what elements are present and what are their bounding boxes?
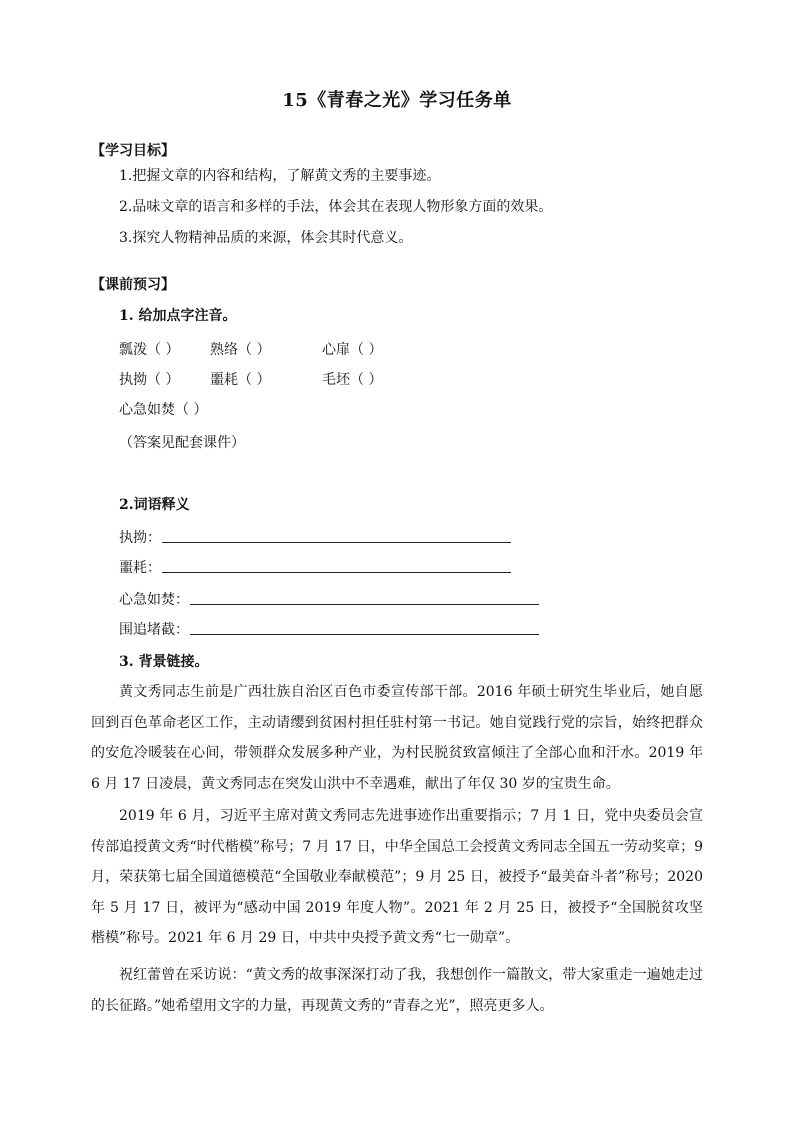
background-paragraph-2: 2019 年 6 月，习近平主席对黄文秀同志先进事迹作出重要指示；7 月 1 日，党中央委员会宣传部追授黄文秀“时代楷模”称号；7 月 17 日，中华全国总工会授黄文秀同志全国五一劳动奖章；9 月，荣获第七届全国道德模范“全国敬业奉献模范”；9 月 25 日，被授予“最美奋斗者”称号；2020 年 5 月 17 日，被评为“感动中国 2019 年度人物”。2021 年 2 月 25 日，被授予“全国脱贫攻坚楷模”称号。2021 年 6 月 29 日，中共中央授予黄文秀“七一勋章”。 [91,808,703,946]
q2-title: 2.词语释义 [119,497,190,513]
goals-heading: 【学习目标】 [91,143,175,159]
term-label-ehao: 噩耗： [119,560,161,576]
term-label-zhiniu: 执拗： [119,530,161,546]
pinyin-item-zhiniu: 执拗（ ） [119,372,180,388]
term-label-xinjirufen: 心急如焚： [119,592,189,608]
pinyin-item-xinfei: 心扉（ ） [322,342,383,358]
pinyin-item-maopi: 毛坯（ ） [322,372,383,388]
page-title: 15《青春之光》学习任务单 [282,90,512,111]
goal-item-1: 1.把握文章的内容和结构，了解黄文秀的主要事迹。 [119,168,441,184]
goal-item-2: 2.品味文章的语言和多样的手法，体会其在表现人物形象方面的效果。 [119,199,553,215]
q1-title: 1. 给加点字注音。 [119,308,237,324]
q3-title: 3. 背景链接。 [119,654,209,670]
goal-item-3: 3.探究人物精神品质的来源，体会其时代意义。 [119,230,413,246]
pinyin-item-piaopo: 瓢泼（ ） [119,342,180,358]
background-paragraph-1: 黄文秀同志生前是广西壮族自治区百色市委宣传部干部。2016 年硕士研究生毕业后，她自愿回到百色革命老区工作，主动请缨到贫困村担任驻村第一书记。她自觉践行党的宗旨，始终把群众的安危冷暖装在心间，带领群众发展多种产业，为村民脱贫致富倾注了全部心血和汗水。2019 年 6 月 17 日凌晨，黄文秀同志在突发山洪中不幸遇难，献出了年仅 30 岁的宝贵生命。 [91,684,703,792]
answer-line-xinjirufen[interactable] [190,590,539,605]
pinyin-item-xinjirufen: 心急如焚（ ） [119,402,208,418]
answer-line-weizhuidujie[interactable] [190,620,539,635]
background-paragraph-3: 祝红蕾曾在采访说：“黄文秀的故事深深打动了我，我想创作一篇散文，带大家重走一遍她走过的长征路。”她希望用文字的力量，再现黄文秀的“青春之光”，照亮更多人。 [91,967,703,1014]
answer-line-zhiniu[interactable] [162,528,511,543]
answer-note: （答案见配套课件） [119,435,245,451]
pinyin-item-ehao: 噩耗（ ） [210,372,271,388]
term-label-weizhuidujie: 围追堵截： [119,622,189,638]
pinyin-item-shuluo: 熟络（ ） [210,342,271,358]
preview-heading: 【课前预习】 [91,277,175,293]
answer-line-ehao[interactable] [162,558,511,573]
